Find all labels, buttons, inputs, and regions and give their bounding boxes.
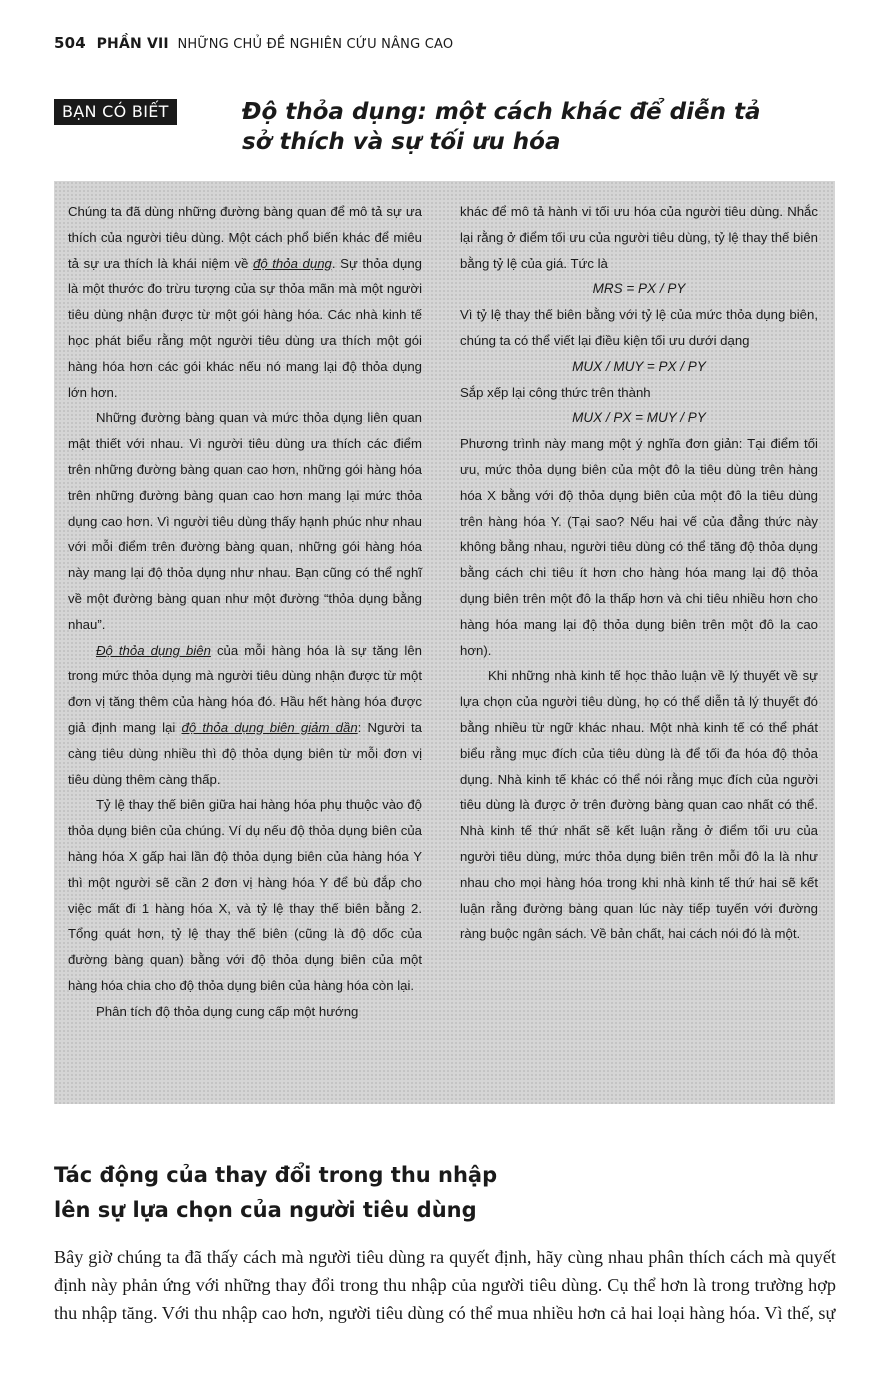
paragraph: Phương trình này mang một ý nghĩa đơn giản: Tại điểm tối ưu, mức thỏa dụng biên của một đô la tiêu dùng trên hàng hóa X bằng với độ thỏa dụng biên của một đô la tiêu dùng trên hàng hóa Y. (Tại sao? Nếu hai vế của đẳng thức này không bằng nhau, người tiêu dùng có thể tăng độ thỏa dụng bằng cách chi tiêu ít hơn cho hàng hóa mang lại độ thỏa dụng biên trên một đô la thấp hơn và chi tiêu nhiều hơn cho hàng hóa mang lại độ thỏa dụng biên trên một đô la cao hơn). [460, 436, 818, 658]
paragraph: Vì tỷ lệ thay thế biên bằng với tỷ lệ của mức thỏa dụng biên, chúng ta có thể viết lại điều kiện tối ưu dưới dạng [460, 307, 818, 348]
sidebar-title-line2: sở thích và sự tối ưu hóa [242, 129, 561, 155]
sidebar-left-column [68, 199, 422, 1025]
sidebar-right-column [460, 199, 818, 947]
paragraph: Tỷ lệ thay thế biên giữa hai hàng hóa phụ thuộc vào độ thỏa dụng biên của chúng. Ví dụ nếu độ thỏa dụng biên của hàng hóa X gấp hai lần độ thỏa dụng biên của hàng hóa Y thì một người sẽ cần 2 đơn vị hàng hóa Y để bù đắp cho việc mất đi 1 hàng hóa X, và tỷ lệ thay thế biên bằng 2. Tổng quát hơn, tỷ lệ thay thế biên (cũng là độ dốc của đường bàng quan) bằng với độ thỏa dụng biên của một hàng hóa chia cho độ thỏa dụng biên của hàng hóa còn lại. [68, 797, 422, 993]
formula-mu-ratio: MUX / MUY = PX / PY [572, 358, 706, 374]
running-header [54, 34, 453, 52]
page-number: 504 [54, 34, 86, 52]
section-heading [54, 1158, 497, 1228]
formula-mu-per-price: MUX / PX = MUY / PY [572, 410, 706, 426]
paragraph: Chúng ta đã dùng những đường bàng quan để mô tả sự ưa thích của người tiêu dùng. Một cách phổ biến khác để miêu tả sự ưa thích là khái niệm về độ thỏa dụng. Sự thỏa dụng là một thước đo trừu tượng của sự thỏa mãn mà một người tiêu dùng nhận được từ một gói hàng hóa. Các nhà kinh tế học phát biểu rằng một người tiêu dùng ưa thích một gói hàng hóa hơn các gói khác nếu nó mang lại độ thỏa dụng lớn hơn. [68, 204, 422, 400]
paragraph: Khi những nhà kinh tế học thảo luận về lý thuyết về sự lựa chọn của người tiêu dùng, họ có thể diễn tả lý thuyết đó bằng nhiều từ ngữ khác nhau. Một nhà kinh tế có thể phát biểu rằng mục đích của tiêu dùng là để tối đa hóa độ thỏa dụng. Nhà kinh tế khác có thể nói rằng mục đích của người tiêu dùng là được ở trên đường bàng quan cao nhất có thể. Nhà kinh tế thứ nhất sẽ kết luận rằng ở điểm tối ưu của người tiêu dùng, mức thỏa dụng biên trên mỗi đô la là như nhau cho mọi hàng hóa trong khi nhà kinh tế thứ hai sẽ kết luận rằng đường bàng quan lúc này tiếp tuyến với đường ràng buộc ngân sách. Về bản chất, hai cách nói đó là một. [460, 668, 818, 942]
term-diminishing-marginal-utility: độ thỏa dụng biên giảm dần [181, 719, 358, 735]
term-marginal-utility: Độ thỏa dụng biên [96, 642, 211, 658]
paragraph: Độ thỏa dụng biên của mỗi hàng hóa là sự tăng lên trong mức thỏa dụng mà người tiêu dùng nhận được từ một đơn vị tăng thêm của hàng hóa đó. Hầu hết hàng hóa được giả định mang lại độ thỏa dụng biên giảm dần: Người ta càng tiêu dùng nhiều thì độ thỏa dụng biên từ mỗi đơn vị tiêu dùng thêm càng thấp. [68, 642, 422, 787]
section-heading-line2: lên sự lựa chọn của người tiêu dùng [54, 1198, 477, 1222]
sidebar-box [54, 181, 835, 1104]
sidebar-title-line1: Độ thỏa dụng: một cách khác để diễn tả [242, 99, 761, 125]
section-heading-line1: Tác động của thay đổi trong thu nhập [54, 1163, 498, 1187]
did-you-know-badge: BẠN CÓ BIẾT [54, 99, 177, 125]
paragraph: Phân tích độ thỏa dụng cung cấp một hướng [96, 1003, 359, 1019]
term-utility: độ thỏa dụng [252, 255, 332, 271]
sidebar-title [242, 97, 802, 157]
paragraph: khác để mô tả hành vi tối ưu hóa của người tiêu dùng. Nhắc lại rằng ở điểm tối ưu của người tiêu dùng, tỷ lệ thay thế biên bằng tỷ lệ của giá. Tức là [460, 204, 818, 271]
formula-mrs: MRS = PX / PY [592, 281, 686, 297]
section-body-text: Bây giờ chúng ta đã thấy cách mà người tiêu dùng ra quyết định, hãy cùng nhau phân thích cách mà quyết định này phản ứng với những thay đổi trong thu nhập của người tiêu dùng. Cụ thể hơn là trong trường hợp thu nhập tăng. Với thu nhập cao hơn, người tiêu dùng có thể mua nhiều hơn cả hai loại hàng hóa. Vì thế, sự [54, 1247, 836, 1323]
paragraph: Sắp xếp lại công thức trên thành [460, 384, 651, 400]
paragraph: Những đường bàng quan và mức thỏa dụng liên quan mật thiết với nhau. Vì người tiêu dùng ưa thích các điểm trên những đường bàng quan cao hơn, những gói hàng hóa trên những đường bàng quan cao hơn mang lại mức thỏa dụng cao hơn. Vì người tiêu dùng thấy hạnh phúc như nhau với mỗi điểm trên đường bàng quan, những gói hàng hóa này mang lại độ thỏa dụng như nhau. Bạn cũng có thể nghĩ về một đường bàng quan như một đường “thỏa dụng bằng nhau”. [68, 410, 422, 632]
part-label: PHẦN VII [96, 36, 169, 52]
chapter-title: NHỮNG CHỦ ĐỀ NGHIÊN CỨU NÂNG CAO [177, 37, 454, 52]
